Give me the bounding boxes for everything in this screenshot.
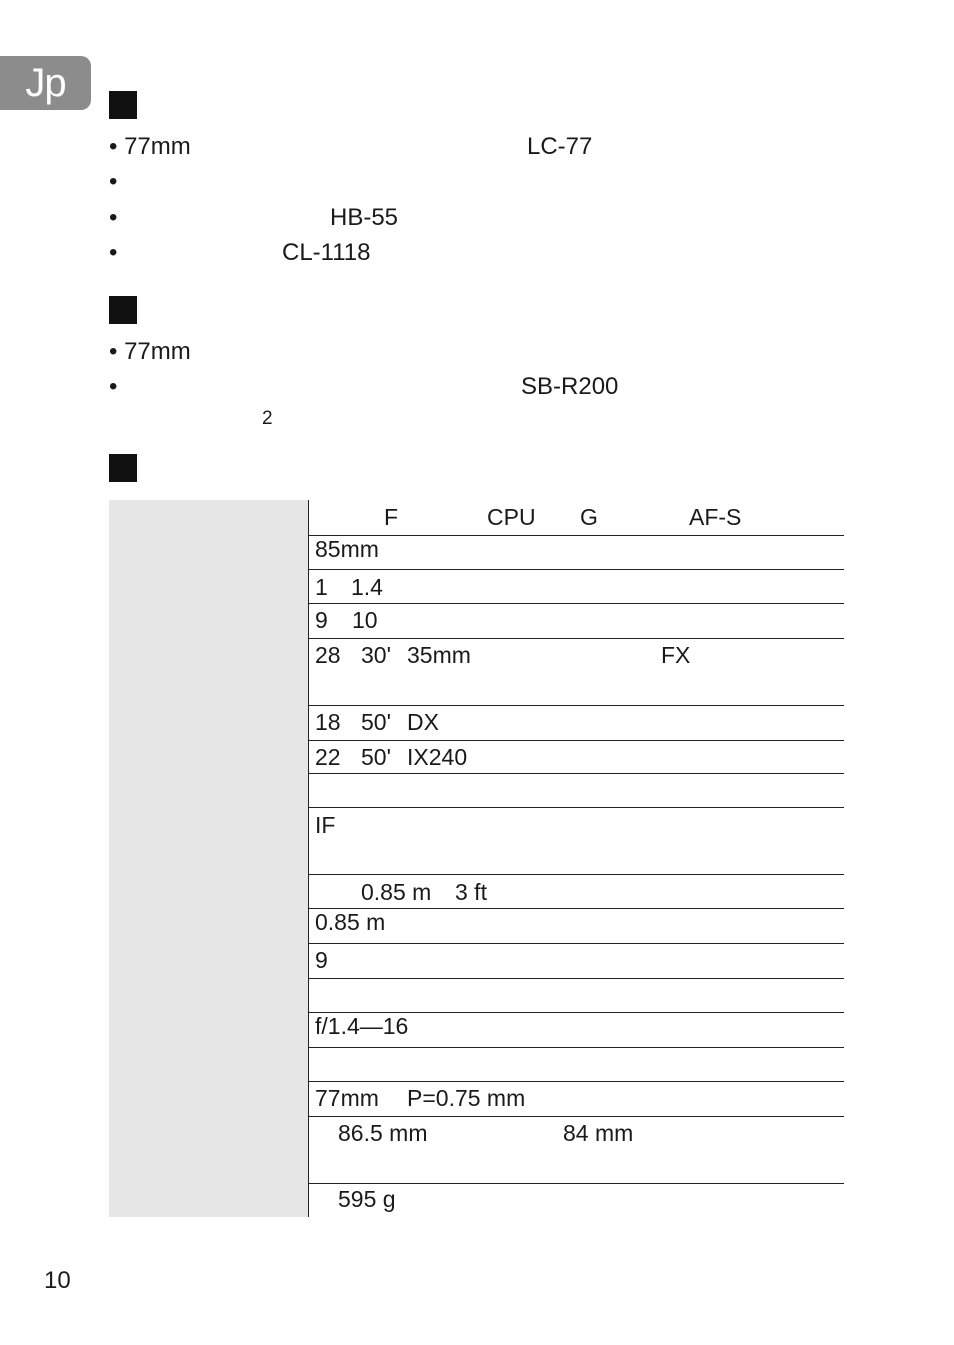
spec-value: DX xyxy=(407,709,439,735)
spec-value: 77mm xyxy=(315,1085,379,1111)
bullet-item: • 77mm xyxy=(109,338,191,365)
spec-value: 10 xyxy=(352,607,378,633)
accessory-code: CL-1118 xyxy=(282,239,371,266)
spec-value: IF xyxy=(315,812,336,838)
spec-value: CPU xyxy=(487,504,536,530)
spec-value: IX240 xyxy=(407,744,468,770)
note-number: 2 xyxy=(262,408,273,429)
page-number: 10 xyxy=(44,1267,71,1294)
table-row xyxy=(109,535,844,569)
spec-table xyxy=(109,500,844,1217)
table-row xyxy=(109,943,844,978)
language-tab: Jp xyxy=(0,56,91,110)
table-row xyxy=(109,773,844,807)
table-row xyxy=(109,908,844,943)
spec-value: 86.5 mm xyxy=(338,1120,428,1146)
accessory-code: LC-77 xyxy=(527,133,593,160)
table-row xyxy=(109,1116,844,1183)
spec-value: 84 mm xyxy=(563,1120,634,1146)
section-marker-optional xyxy=(109,296,137,324)
spec-value: P=0.75 mm xyxy=(407,1085,526,1111)
spec-value: 0.85 m xyxy=(361,879,432,905)
spec-value: 85mm xyxy=(315,536,379,562)
bullet-item: • xyxy=(109,204,118,231)
spec-value: AF-S xyxy=(689,504,742,530)
table-row xyxy=(109,569,844,603)
table-row xyxy=(109,978,844,1012)
spec-value: f/1.4—16 xyxy=(315,1013,409,1039)
spec-value: 1 xyxy=(315,574,328,600)
table-row xyxy=(109,874,844,908)
spec-value: 9 xyxy=(315,607,328,633)
spec-value: 1.4 xyxy=(351,574,383,600)
bullet-item: • 77mm xyxy=(109,133,191,160)
spec-value: F xyxy=(384,504,399,530)
spec-value: 30' xyxy=(361,642,391,668)
section-marker-specs xyxy=(109,454,137,482)
bullet-item: • xyxy=(109,239,118,266)
table-row xyxy=(109,603,844,638)
spec-value: 50' xyxy=(361,709,391,735)
accessory-code: HB-55 xyxy=(330,204,399,231)
table-row xyxy=(109,1047,844,1081)
spec-value: 0.85 m xyxy=(315,909,386,935)
table-row xyxy=(109,1081,844,1116)
spec-value: 28 xyxy=(315,642,341,668)
spec-value: 50' xyxy=(361,744,391,770)
spec-value: 9 xyxy=(315,947,328,973)
accessory-code: SB-R200 xyxy=(521,373,619,400)
section-marker-accessories xyxy=(109,91,137,119)
spec-value: 35mm xyxy=(407,642,471,668)
bullet-item: • xyxy=(109,373,118,400)
table-row xyxy=(109,807,844,874)
table-row xyxy=(109,500,844,535)
bullet-item: • xyxy=(109,168,118,195)
spec-value: 595 g xyxy=(338,1186,396,1212)
spec-value: 18 xyxy=(315,709,341,735)
table-row xyxy=(109,1012,844,1047)
spec-value: 3 ft xyxy=(455,879,487,905)
table-row xyxy=(109,638,844,773)
spec-value: 22 xyxy=(315,744,341,770)
table-row xyxy=(109,1183,844,1217)
spec-value: FX xyxy=(661,642,691,668)
spec-value: G xyxy=(580,504,598,530)
